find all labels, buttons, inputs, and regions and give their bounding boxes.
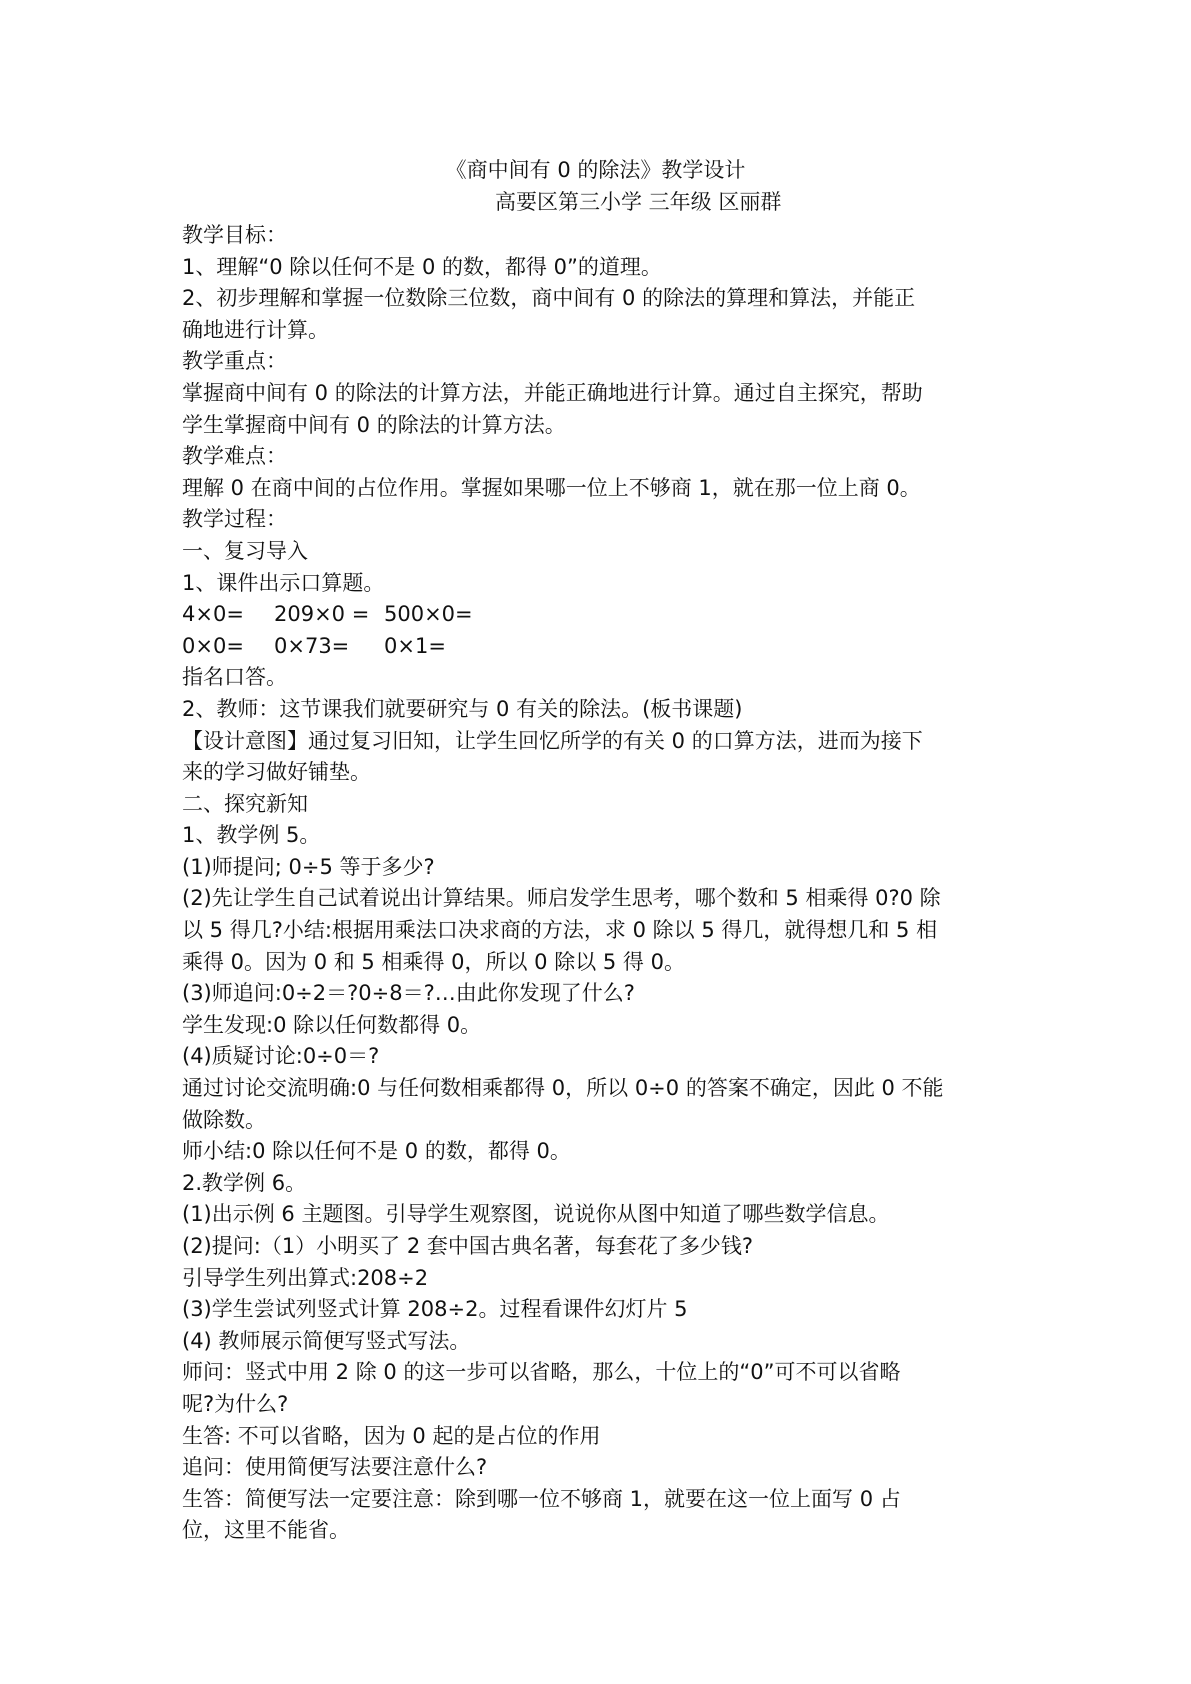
text-line: 指名口答。 <box>182 665 287 690</box>
text-line: (2)提问:（1）小明买了 2 套中国古典名著，每套花了多少钱? <box>182 1234 754 1258</box>
text-line: 呢?为什么? <box>182 1391 289 1416</box>
text-line: 确地进行计算。 <box>182 317 329 342</box>
text-line: 乘得 0。因为 0 和 5 相乘得 0，所以 0 除以 5 得 0。 <box>182 949 685 974</box>
text-line: 2.教学例 6。 <box>182 1170 307 1195</box>
text-line: 师小结:0 除以任何不是 0 的数，都得 0。 <box>182 1139 571 1164</box>
text-line: 追问：使用简便写法要注意什么? <box>182 1455 488 1480</box>
text-line: 学生掌握商中间有 0 的除法的计算方法。 <box>182 412 566 437</box>
calc-row <box>182 599 1017 631</box>
text-line: 以 5 得几?小结:根据用乘法口决求商的方法，求 0 除以 5 得几，就得想几和 5 相 <box>182 918 938 943</box>
text-line: (3)学生尝试列竖式计算 208÷2。过程看课件幻灯片 5 <box>182 1297 688 1322</box>
text-line: 生答: 不可以省略，因为 0 起的是占位的作用 <box>182 1423 601 1448</box>
subsection-heading-explore: 二、探究新知 <box>182 791 308 816</box>
calc-row <box>182 631 1017 663</box>
text-line: 1、教学例 5。 <box>182 823 321 848</box>
text-line: 引导学生列出算式:208÷2 <box>182 1265 429 1290</box>
document-body <box>182 220 1017 1547</box>
text-line: (1)出示例 6 主题图。引导学生观察图，说说你从图中知道了哪些数学信息。 <box>182 1202 890 1227</box>
calc-item: 209×0 = <box>274 602 370 627</box>
calc-item: 0×73= <box>274 633 350 658</box>
text-line: 2、初步理解和掌握一位数除三位数，商中间有 0 的除法的算理和算法，并能正 <box>182 286 916 311</box>
section-heading-key-points: 教学重点： <box>182 349 287 374</box>
calc-item: 0×0= <box>182 633 244 658</box>
text-line: 来的学习做好铺垫。 <box>182 760 371 785</box>
design-intent-line: 【设计意图】通过复习旧知，让学生回忆所学的有关 0 的口算方法，进而为接下 <box>182 728 923 753</box>
section-heading-difficulties: 教学难点： <box>182 444 287 469</box>
calc-item: 4×0= <box>182 602 244 627</box>
document-title: 《商中间有 0 的除法》教学设计 <box>445 158 746 182</box>
text-line: (4) 教师展示简便写竖式写法。 <box>182 1328 471 1353</box>
text-line: (2)先让学生自己试着说出计算结果。师启发学生思考，哪个数和 5 相乘得 0?0 除 <box>182 886 941 911</box>
section-heading-process: 教学过程： <box>182 507 287 532</box>
subsection-heading-review: 一、复习导入 <box>182 538 308 563</box>
text-line: (1)师提问; 0÷5 等于多少? <box>182 854 435 879</box>
text-line: 1、课件出示口算题。 <box>182 570 385 595</box>
text-line: 位，这里不能省。 <box>182 1518 350 1543</box>
section-heading-objectives: 教学目标： <box>182 223 287 247</box>
text-line: 通过讨论交流明确:0 与任何数相乘都得 0，所以 0÷0 的答案不确定，因此 0 不能 <box>182 1076 944 1101</box>
text-line: 理解 0 在商中间的占位作用。掌握如果哪一位上不够商 1，就在那一位上商 0。 <box>182 475 921 500</box>
text-line: 做除数。 <box>182 1107 266 1132</box>
document-subtitle: 高要区第三小学 三年级 区丽群 <box>495 190 782 214</box>
text-line: 学生发现:0 除以任何数都得 0。 <box>182 1012 482 1037</box>
calc-item: 0×1= <box>384 633 446 658</box>
calc-item: 500×0= <box>384 602 473 627</box>
text-line: 生答：简便写法一定要注意：除到哪一位不够商 1，就要在这一位上面写 0 占 <box>182 1486 901 1511</box>
text-line: (4)质疑讨论:0÷0＝? <box>182 1044 380 1069</box>
text-line: 1、理解“0 除以任何不是 0 的数，都得 0”的道理。 <box>182 254 662 279</box>
text-line: 掌握商中间有 0 的除法的计算方法，并能正确地进行计算。通过自主探究，帮助 <box>182 380 923 405</box>
text-line: 2、教师：这节课我们就要研究与 0 有关的除法。(板书课题) <box>182 696 743 721</box>
text-line: 师问：竖式中用 2 除 0 的这一步可以省略，那么，十位上的“0”可不可以省略 <box>182 1360 901 1385</box>
text-line: (3)师追问:0÷2＝?0÷8＝?…由此你发现了什么? <box>182 981 635 1006</box>
